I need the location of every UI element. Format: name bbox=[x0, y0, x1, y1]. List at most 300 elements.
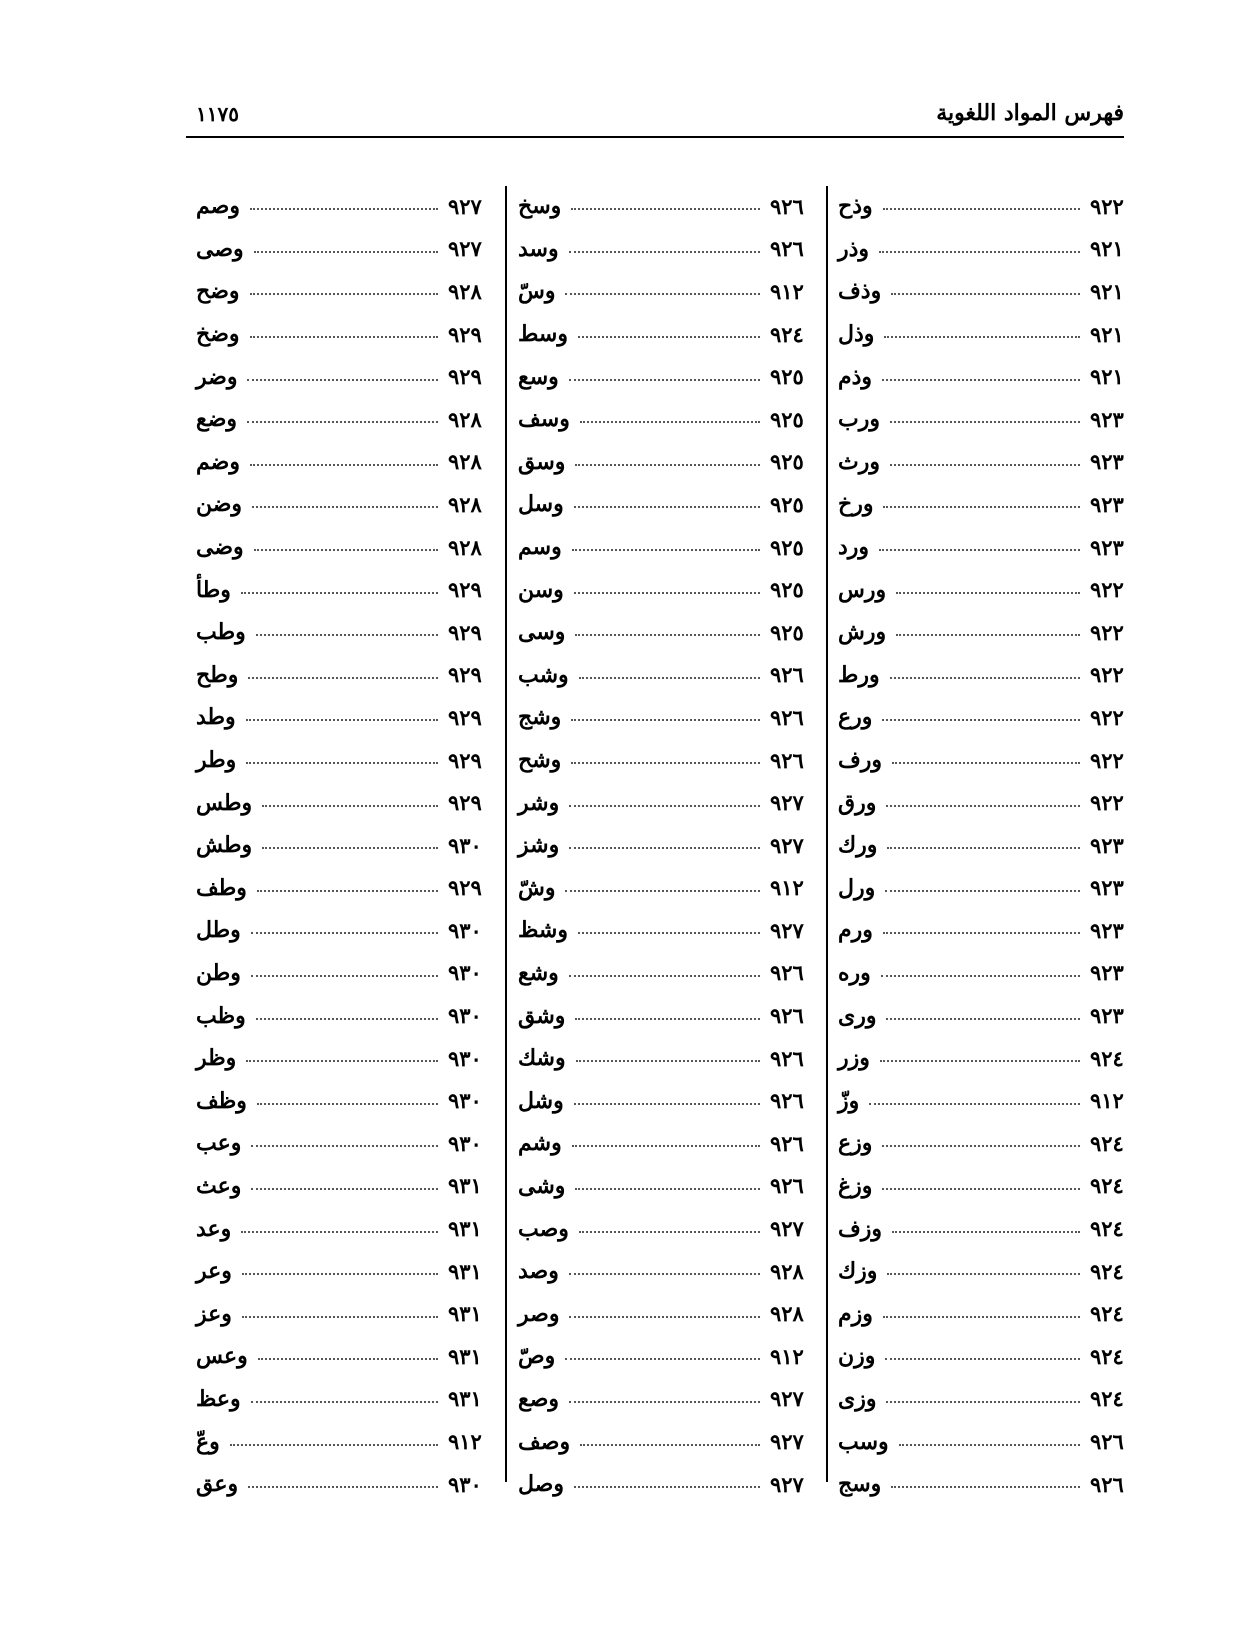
entry-page-number: ٩٢٥ bbox=[770, 619, 804, 645]
entry-page-number: ٩٢٦ bbox=[770, 1130, 804, 1156]
entry-root-word: وشك bbox=[518, 1045, 566, 1072]
entry-root-word: وشّ bbox=[518, 874, 556, 901]
entry-root-word: ورق bbox=[838, 789, 877, 816]
entry-page-number: ٩٢٩ bbox=[448, 577, 482, 603]
index-column-2 bbox=[518, 185, 818, 1505]
index-entry bbox=[838, 1122, 1138, 1165]
dot-leader bbox=[251, 1401, 438, 1403]
dot-leader bbox=[246, 762, 438, 764]
entry-root-word: وسخ bbox=[518, 193, 562, 220]
index-entry bbox=[196, 313, 496, 356]
entry-page-number: ٩٢٦ bbox=[770, 704, 804, 730]
dot-leader bbox=[250, 464, 438, 466]
dot-leader bbox=[569, 975, 760, 977]
index-entry bbox=[838, 1207, 1138, 1250]
entry-root-word: وعد bbox=[196, 1215, 232, 1242]
entry-root-word: وصل bbox=[518, 1471, 564, 1498]
dot-leader bbox=[886, 1401, 1080, 1403]
entry-root-word: ورك bbox=[838, 832, 878, 859]
entry-page-number: ٩٢٢ bbox=[1090, 747, 1124, 773]
entry-page-number: ٩٢٣ bbox=[1090, 1003, 1124, 1029]
entry-page-number: ٩٢٢ bbox=[1090, 662, 1124, 688]
dot-leader bbox=[885, 890, 1080, 892]
index-entry bbox=[838, 654, 1138, 697]
entry-root-word: وزك bbox=[838, 1258, 878, 1285]
dot-leader bbox=[882, 379, 1080, 381]
dot-leader bbox=[569, 805, 760, 807]
index-entry bbox=[518, 1335, 818, 1378]
entry-page-number: ٩٢٧ bbox=[770, 917, 804, 943]
index-entry bbox=[838, 1079, 1138, 1122]
entry-page-number: ٩٢٢ bbox=[1090, 619, 1124, 645]
dot-leader bbox=[250, 208, 438, 210]
entry-root-word: وعر bbox=[196, 1258, 232, 1285]
entry-root-word: ورث bbox=[838, 448, 880, 475]
index-entry bbox=[196, 867, 496, 910]
entry-root-word: وذح bbox=[838, 193, 873, 220]
index-entry bbox=[518, 952, 818, 995]
entry-page-number: ٩٢٤ bbox=[1090, 1045, 1124, 1071]
entry-page-number: ٩٢٥ bbox=[770, 364, 804, 390]
index-entry bbox=[518, 1378, 818, 1421]
index-entry bbox=[196, 568, 496, 611]
index-entry bbox=[196, 1250, 496, 1293]
index-entry bbox=[196, 696, 496, 739]
entry-page-number: ٩٢٦ bbox=[770, 960, 804, 986]
dot-leader bbox=[575, 464, 760, 466]
index-entry bbox=[196, 1420, 496, 1463]
index-entry bbox=[196, 994, 496, 1037]
entry-root-word: وسّ bbox=[518, 278, 556, 305]
dot-leader bbox=[248, 677, 438, 679]
entry-root-word: ورف bbox=[838, 747, 883, 774]
dot-leader bbox=[885, 1358, 1080, 1360]
index-entry bbox=[838, 483, 1138, 526]
index-entry bbox=[518, 824, 818, 867]
entry-root-word: وذف bbox=[838, 278, 882, 305]
entry-root-word: وشى bbox=[518, 1172, 566, 1199]
entry-root-word: وعظ bbox=[196, 1385, 241, 1412]
dot-leader bbox=[572, 1145, 760, 1147]
index-entry bbox=[196, 1207, 496, 1250]
dot-leader bbox=[879, 251, 1080, 253]
dot-leader bbox=[251, 1145, 438, 1147]
entry-root-word: وذل bbox=[838, 321, 875, 348]
entry-page-number: ٩٢٦ bbox=[770, 1088, 804, 1114]
entry-page-number: ٩٢١ bbox=[1090, 278, 1124, 304]
dot-leader bbox=[882, 1145, 1080, 1147]
dot-leader bbox=[254, 251, 438, 253]
entry-root-word: وذم bbox=[838, 363, 873, 390]
entry-page-number: ٩٢٦ bbox=[770, 1003, 804, 1029]
entry-root-word: ورم bbox=[838, 917, 873, 944]
entry-page-number: ٩١٢ bbox=[770, 875, 804, 901]
entry-root-word: وذر bbox=[838, 235, 870, 262]
entry-root-word: وضن bbox=[196, 491, 243, 518]
entry-page-number: ٩٢٧ bbox=[448, 193, 482, 219]
entry-root-word: وشز bbox=[518, 832, 560, 859]
entry-root-word: وظب bbox=[196, 1002, 246, 1029]
entry-root-word: وصّ bbox=[518, 1343, 556, 1370]
entry-root-word: وعق bbox=[196, 1471, 239, 1498]
entry-root-word: وصب bbox=[518, 1215, 569, 1242]
entry-page-number: ٩٢٨ bbox=[770, 1301, 804, 1327]
entry-root-word: وضر bbox=[196, 363, 238, 390]
index-entry bbox=[838, 398, 1138, 441]
entry-page-number: ٩٣٠ bbox=[448, 1045, 482, 1071]
entry-page-number: ٩٢٣ bbox=[1090, 917, 1124, 943]
index-entry bbox=[518, 1207, 818, 1250]
index-entry bbox=[196, 952, 496, 995]
entry-root-word: ورد bbox=[838, 534, 870, 561]
entry-page-number: ٩٢٢ bbox=[1090, 790, 1124, 816]
index-entry bbox=[518, 185, 818, 228]
index-entry bbox=[518, 270, 818, 313]
entry-root-word: وطر bbox=[196, 747, 237, 774]
index-entry bbox=[518, 1420, 818, 1463]
index-entry bbox=[518, 483, 818, 526]
index-entry bbox=[838, 441, 1138, 484]
dot-leader bbox=[887, 1273, 1080, 1275]
entry-root-word: وزّ bbox=[838, 1087, 860, 1114]
index-entry bbox=[196, 611, 496, 654]
entry-page-number: ٩٢٦ bbox=[770, 662, 804, 688]
index-entry bbox=[518, 1122, 818, 1165]
dot-leader bbox=[241, 592, 438, 594]
entry-root-word: وطل bbox=[196, 917, 241, 944]
index-entry bbox=[196, 355, 496, 398]
entry-page-number: ٩٢٧ bbox=[770, 1216, 804, 1242]
index-entry bbox=[196, 1165, 496, 1208]
entry-page-number: ٩٢٨ bbox=[448, 406, 482, 432]
index-entry bbox=[518, 654, 818, 697]
entry-page-number: ٩٢٩ bbox=[448, 619, 482, 645]
entry-page-number: ٩٢٦ bbox=[1090, 1429, 1124, 1455]
index-entry bbox=[838, 824, 1138, 867]
entry-page-number: ٩٢٦ bbox=[770, 236, 804, 262]
dot-leader bbox=[246, 1060, 438, 1062]
entry-page-number: ٩٢٢ bbox=[1090, 193, 1124, 219]
index-entry bbox=[838, 1292, 1138, 1335]
dot-leader bbox=[569, 1273, 760, 1275]
entry-root-word: وضى bbox=[196, 534, 244, 561]
entry-root-word: ورش bbox=[838, 619, 887, 646]
index-entry bbox=[518, 994, 818, 1037]
entry-root-word: ورس bbox=[838, 576, 887, 603]
index-entry bbox=[518, 228, 818, 271]
entry-page-number: ٩٢٥ bbox=[770, 534, 804, 560]
entry-page-number: ٩٢٤ bbox=[770, 321, 804, 347]
entry-root-word: وطف bbox=[196, 874, 247, 901]
entry-page-number: ٩٢١ bbox=[1090, 364, 1124, 390]
entry-root-word: وعث bbox=[196, 1172, 242, 1199]
entry-root-word: وسد bbox=[518, 235, 559, 262]
dot-leader bbox=[262, 847, 438, 849]
entry-root-word: وشل bbox=[518, 1087, 564, 1114]
dot-leader bbox=[242, 1316, 438, 1318]
index-entry bbox=[838, 739, 1138, 782]
entry-root-word: وعس bbox=[196, 1343, 248, 1370]
dot-leader bbox=[569, 251, 760, 253]
entry-root-word: وطش bbox=[196, 832, 253, 859]
entry-root-word: وشح bbox=[518, 747, 562, 774]
dot-leader bbox=[569, 1316, 760, 1318]
dot-leader bbox=[246, 719, 438, 721]
entry-page-number: ٩٢٤ bbox=[1090, 1216, 1124, 1242]
entry-root-word: وعب bbox=[196, 1130, 242, 1157]
entry-root-word: وسم bbox=[518, 534, 562, 561]
entry-root-word: وضم bbox=[196, 448, 240, 475]
index-entry bbox=[196, 1335, 496, 1378]
dot-leader bbox=[574, 592, 760, 594]
entry-page-number: ٩٢٤ bbox=[1090, 1258, 1124, 1284]
index-entry bbox=[518, 781, 818, 824]
dot-leader bbox=[258, 1358, 438, 1360]
entry-page-number: ٩٢٨ bbox=[448, 534, 482, 560]
dot-leader bbox=[575, 1188, 760, 1190]
entry-root-word: وضخ bbox=[196, 321, 240, 348]
entry-page-number: ٩٢٩ bbox=[448, 364, 482, 390]
dot-leader bbox=[880, 1060, 1080, 1062]
entry-root-word: وصر bbox=[518, 1300, 560, 1327]
dot-leader bbox=[565, 1358, 760, 1360]
dot-leader bbox=[891, 293, 1080, 295]
entry-page-number: ٩٢٦ bbox=[770, 193, 804, 219]
dot-leader bbox=[247, 379, 438, 381]
dot-leader bbox=[892, 762, 1080, 764]
index-entry bbox=[196, 228, 496, 271]
entry-page-number: ٩٣١ bbox=[448, 1343, 482, 1369]
dot-leader bbox=[574, 1486, 760, 1488]
dot-leader bbox=[891, 1486, 1080, 1488]
entry-page-number: ٩٣١ bbox=[448, 1173, 482, 1199]
index-column-1 bbox=[838, 185, 1138, 1505]
dot-leader bbox=[882, 719, 1080, 721]
entry-page-number: ٩٢٧ bbox=[770, 832, 804, 858]
index-entry bbox=[518, 568, 818, 611]
entry-page-number: ٩١٢ bbox=[770, 278, 804, 304]
entry-page-number: ٩١٢ bbox=[770, 1343, 804, 1369]
index-entry bbox=[838, 1420, 1138, 1463]
dot-leader bbox=[580, 1444, 760, 1446]
dot-leader bbox=[580, 421, 760, 423]
index-entry bbox=[838, 185, 1138, 228]
entry-page-number: ٩٣١ bbox=[448, 1301, 482, 1327]
entry-root-word: وطح bbox=[196, 661, 239, 688]
entry-page-number: ٩٢٤ bbox=[1090, 1173, 1124, 1199]
entry-root-word: وشم bbox=[518, 1130, 562, 1157]
entry-page-number: ٩٢٤ bbox=[1090, 1386, 1124, 1412]
entry-root-word: وسف bbox=[518, 406, 570, 433]
dot-leader bbox=[242, 1273, 438, 1275]
dot-leader bbox=[569, 847, 760, 849]
dot-leader bbox=[569, 1401, 760, 1403]
entry-root-word: وسط bbox=[518, 321, 568, 348]
index-entry bbox=[838, 270, 1138, 313]
entry-page-number: ٩٢٦ bbox=[770, 1173, 804, 1199]
index-entry bbox=[838, 526, 1138, 569]
index-entry bbox=[518, 1292, 818, 1335]
entry-page-number: ٩١٢ bbox=[1090, 1088, 1124, 1114]
entry-root-word: ورل bbox=[838, 874, 876, 901]
entry-root-word: وزغ bbox=[838, 1172, 873, 1199]
entry-root-word: وظر bbox=[196, 1045, 237, 1072]
index-entry bbox=[518, 909, 818, 952]
entry-page-number: ٩٢٣ bbox=[1090, 960, 1124, 986]
index-entry bbox=[838, 313, 1138, 356]
index-entry bbox=[518, 1079, 818, 1122]
entry-root-word: وطن bbox=[196, 959, 241, 986]
entry-page-number: ٩٢٤ bbox=[1090, 1130, 1124, 1156]
entry-page-number: ٩٢٥ bbox=[770, 491, 804, 517]
header-rule bbox=[186, 136, 1124, 138]
entry-page-number: ٩٣٠ bbox=[448, 1003, 482, 1029]
entry-page-number: ٩٢٨ bbox=[448, 449, 482, 475]
entry-page-number: ٩٢١ bbox=[1090, 236, 1124, 262]
entry-root-word: وصم bbox=[196, 193, 240, 220]
dot-leader bbox=[892, 1231, 1080, 1233]
index-entry bbox=[838, 1250, 1138, 1293]
page-number: ١١٧٥ bbox=[196, 102, 239, 126]
entry-page-number: ٩٢٣ bbox=[1090, 832, 1124, 858]
entry-root-word: وضح bbox=[196, 278, 240, 305]
dot-leader bbox=[256, 1018, 438, 1020]
dot-leader bbox=[572, 549, 760, 551]
dot-leader bbox=[579, 1231, 760, 1233]
index-entry bbox=[838, 994, 1138, 1037]
index-entry bbox=[838, 355, 1138, 398]
entry-page-number: ٩٢٦ bbox=[770, 1045, 804, 1071]
dot-leader bbox=[247, 421, 438, 423]
entry-root-word: ورب bbox=[838, 406, 880, 433]
entry-root-word: وعز bbox=[196, 1300, 232, 1327]
entry-page-number: ٩٢٧ bbox=[770, 1386, 804, 1412]
column-divider bbox=[826, 186, 828, 1482]
index-entry bbox=[518, 526, 818, 569]
index-column-3 bbox=[196, 185, 496, 1505]
index-entry bbox=[518, 313, 818, 356]
index-entry bbox=[196, 398, 496, 441]
entry-root-word: وشظ bbox=[518, 917, 568, 944]
entry-root-word: وصف bbox=[518, 1428, 571, 1455]
entry-page-number: ٩٢٦ bbox=[770, 747, 804, 773]
dot-leader bbox=[251, 932, 438, 934]
index-entry bbox=[518, 1250, 818, 1293]
dot-leader bbox=[883, 1316, 1080, 1318]
entry-root-word: وسن bbox=[518, 576, 564, 603]
dot-leader bbox=[250, 293, 438, 295]
entry-page-number: ٩٢٩ bbox=[448, 875, 482, 901]
entry-root-word: وزف bbox=[838, 1215, 883, 1242]
entry-page-number: ٩٢٥ bbox=[770, 406, 804, 432]
dot-leader bbox=[574, 1103, 760, 1105]
dot-leader bbox=[565, 890, 760, 892]
dot-leader bbox=[899, 1444, 1080, 1446]
index-entry bbox=[838, 1378, 1138, 1421]
index-entry bbox=[196, 1079, 496, 1122]
entry-page-number: ٩٢٧ bbox=[770, 790, 804, 816]
index-entry bbox=[838, 1037, 1138, 1080]
entry-page-number: ٩٢٣ bbox=[1090, 406, 1124, 432]
entry-root-word: وشق bbox=[518, 1002, 566, 1029]
entry-root-word: وصع bbox=[518, 1385, 560, 1412]
index-entry bbox=[518, 867, 818, 910]
index-entry bbox=[838, 952, 1138, 995]
entry-root-word: وسل bbox=[518, 491, 564, 518]
index-entry bbox=[518, 611, 818, 654]
index-entry bbox=[196, 441, 496, 484]
index-entry bbox=[196, 824, 496, 867]
dot-leader bbox=[887, 847, 1080, 849]
index-entry bbox=[838, 781, 1138, 824]
entry-root-word: وشع bbox=[518, 959, 559, 986]
entry-page-number: ٩٣١ bbox=[448, 1216, 482, 1242]
dot-leader bbox=[565, 293, 760, 295]
index-entry bbox=[518, 1463, 818, 1506]
dot-leader bbox=[896, 634, 1080, 636]
entry-root-word: ورع bbox=[838, 704, 873, 731]
entry-page-number: ٩٢٨ bbox=[448, 278, 482, 304]
index-entry bbox=[196, 1292, 496, 1335]
index-entry bbox=[196, 526, 496, 569]
index-entry bbox=[518, 1165, 818, 1208]
entry-page-number: ٩٢٣ bbox=[1090, 449, 1124, 475]
entry-page-number: ٩٢٤ bbox=[1090, 1301, 1124, 1327]
dot-leader bbox=[575, 634, 760, 636]
dot-leader bbox=[251, 975, 438, 977]
entry-root-word: وسى bbox=[518, 619, 566, 646]
entry-page-number: ٩٢٦ bbox=[1090, 1471, 1124, 1497]
index-entry bbox=[838, 611, 1138, 654]
column-divider bbox=[505, 186, 507, 1482]
dot-leader bbox=[571, 208, 760, 210]
dot-leader bbox=[578, 932, 760, 934]
entry-root-word: وصد bbox=[518, 1258, 559, 1285]
dot-leader bbox=[883, 208, 1080, 210]
entry-page-number: ٩٣٠ bbox=[448, 960, 482, 986]
entry-root-word: ورخ bbox=[838, 491, 874, 518]
index-entry bbox=[518, 398, 818, 441]
entry-page-number: ٩٢٧ bbox=[770, 1429, 804, 1455]
index-entry bbox=[196, 185, 496, 228]
index-entry bbox=[838, 909, 1138, 952]
entry-page-number: ٩٢٩ bbox=[448, 747, 482, 773]
entry-page-number: ٩٢٢ bbox=[1090, 577, 1124, 603]
entry-root-word: وضع bbox=[196, 406, 238, 433]
page-header bbox=[186, 100, 1124, 134]
dot-leader bbox=[254, 549, 438, 551]
page-title: فهرس المواد اللغوية bbox=[936, 100, 1124, 126]
index-entry bbox=[196, 270, 496, 313]
entry-root-word: وزر bbox=[838, 1045, 870, 1072]
dot-leader bbox=[879, 549, 1080, 551]
index-entry bbox=[196, 483, 496, 526]
dot-leader bbox=[578, 336, 760, 338]
entry-root-word: ورط bbox=[838, 661, 880, 688]
entry-page-number: ٩٣٠ bbox=[448, 1130, 482, 1156]
index-entry bbox=[196, 1378, 496, 1421]
entry-page-number: ٩٢٥ bbox=[770, 577, 804, 603]
entry-root-word: وشر bbox=[518, 789, 560, 816]
entry-page-number: ٩٢٩ bbox=[448, 662, 482, 688]
entry-root-word: وشب bbox=[518, 661, 569, 688]
entry-page-number: ٩٣١ bbox=[448, 1258, 482, 1284]
entry-root-word: وطب bbox=[196, 619, 246, 646]
entry-root-word: وصى bbox=[196, 235, 244, 262]
dot-leader bbox=[882, 1188, 1080, 1190]
dot-leader bbox=[575, 1018, 760, 1020]
dot-leader bbox=[571, 762, 760, 764]
